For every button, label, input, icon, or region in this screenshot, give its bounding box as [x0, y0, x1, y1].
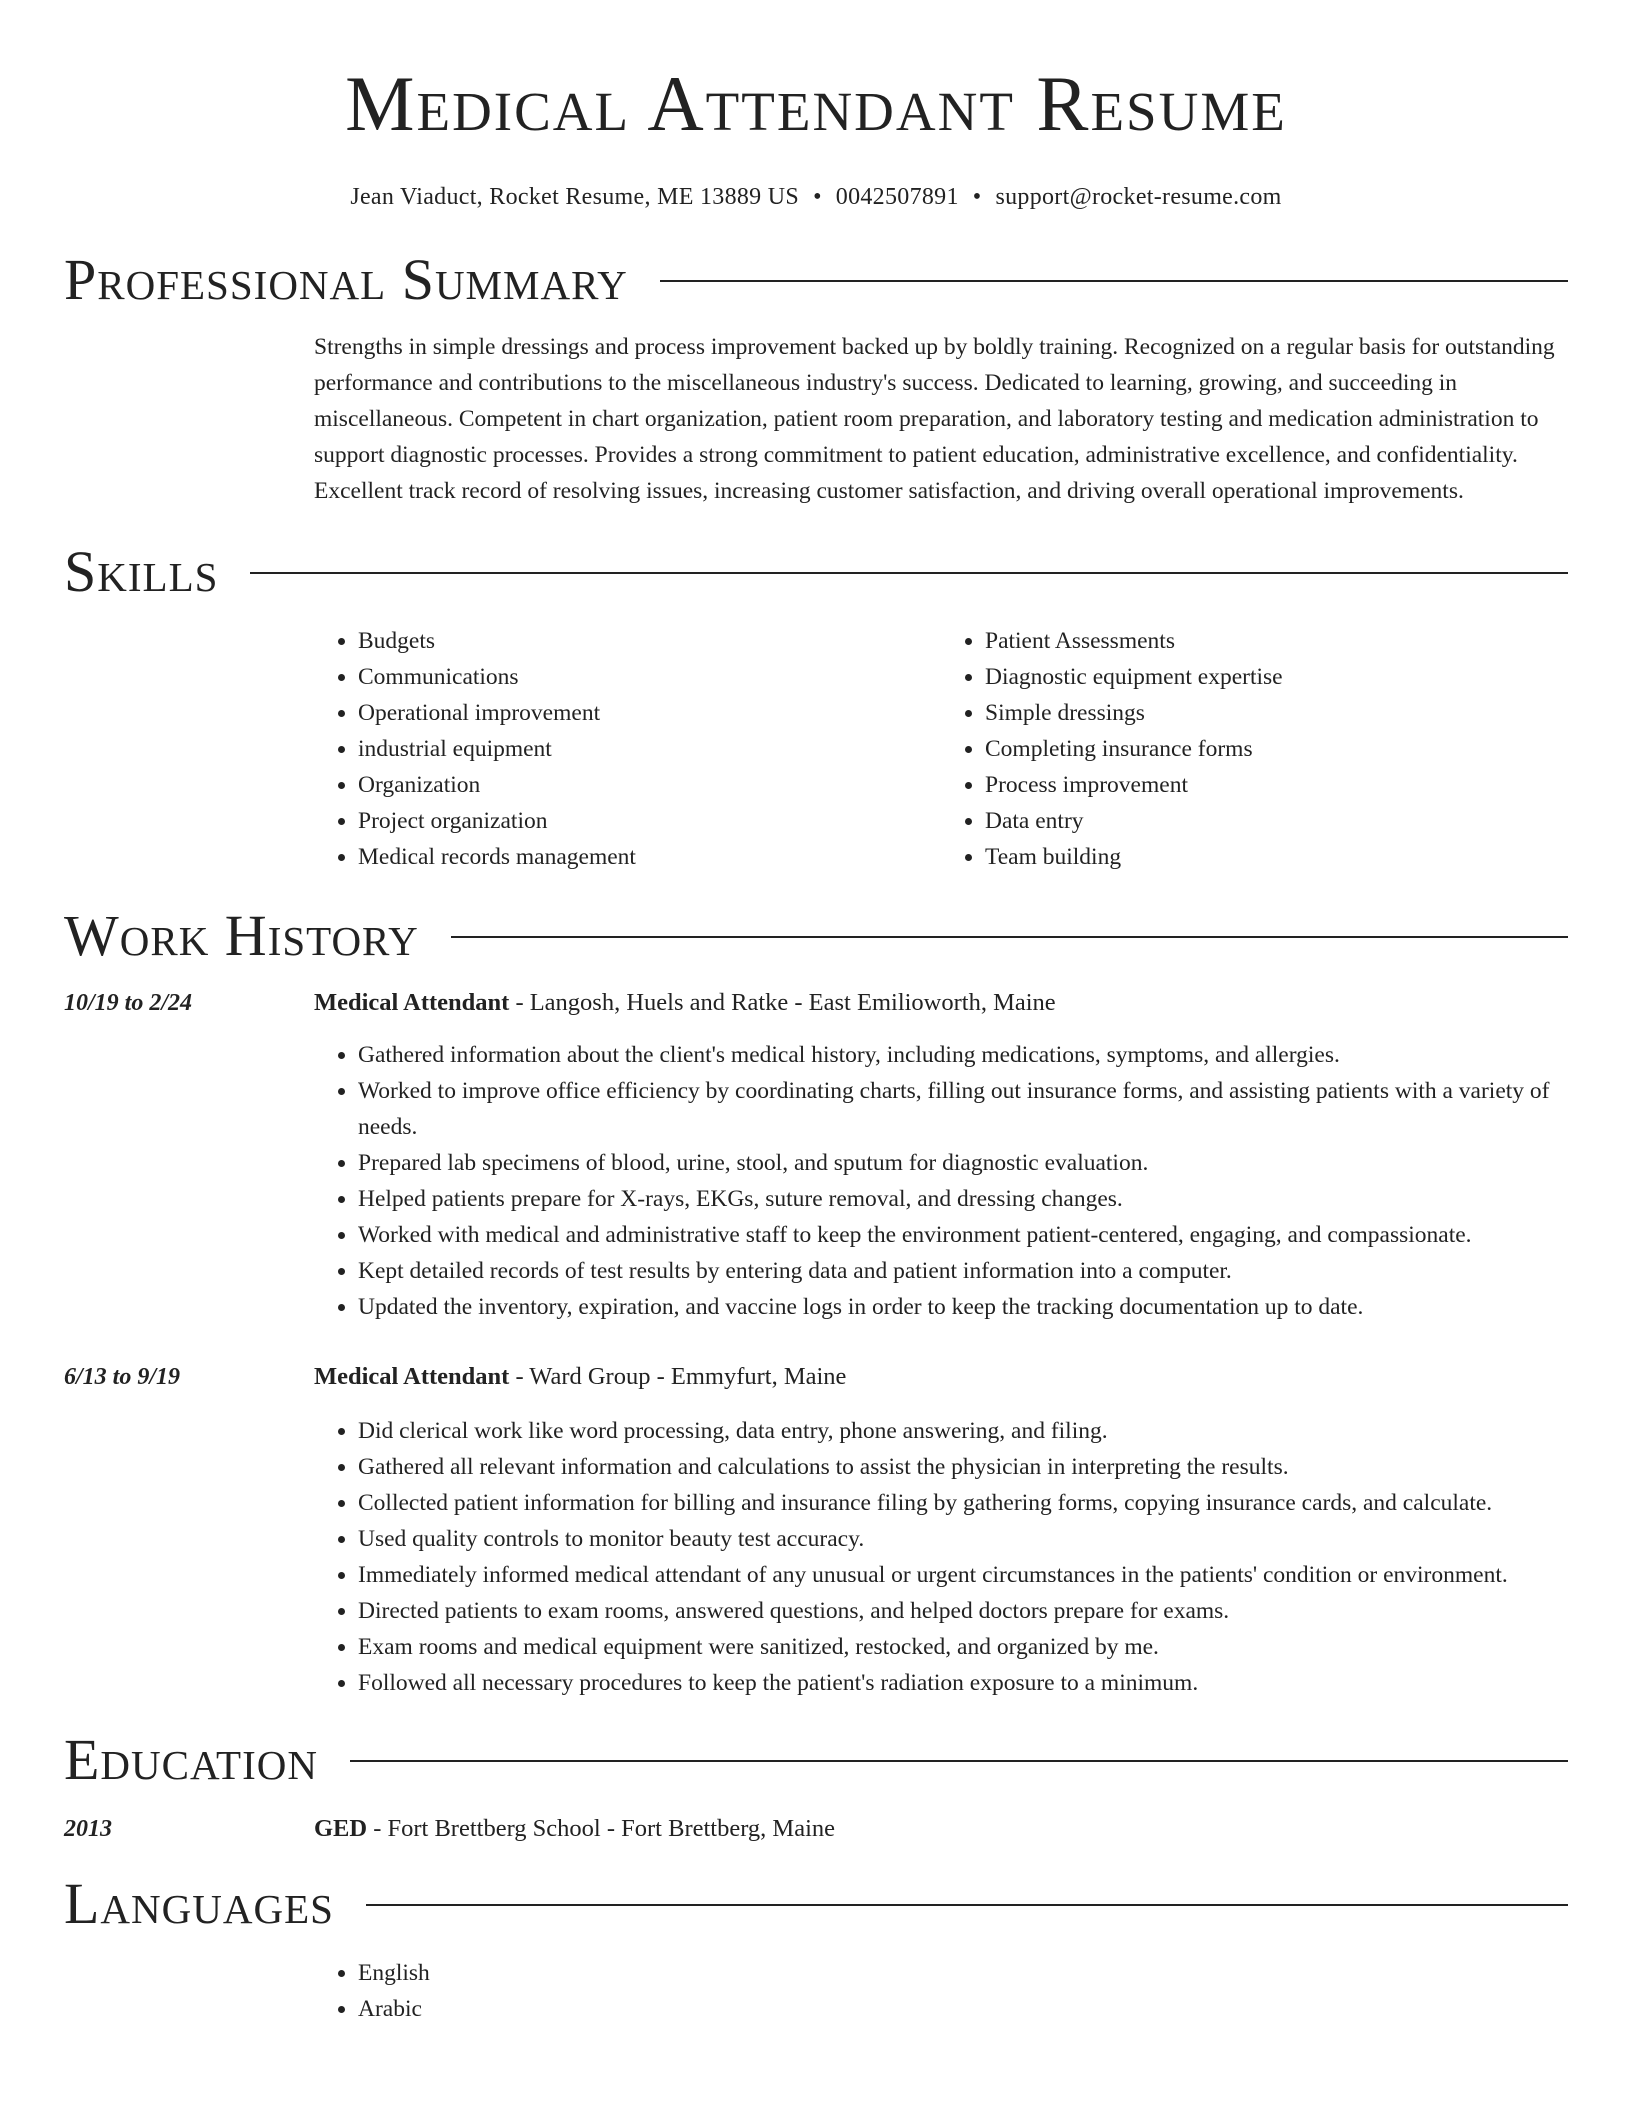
job-bullet: • Kept detailed records of test results by entering data and patient information into a computer.: [358, 1253, 1568, 1289]
education-section-header: [64, 1727, 1568, 1793]
summary-text: Strengths in simple dressings and process improvement backed up by boldly training. Recognized on a regular basis for outstanding performance and contributions to the miscellaneous industry's success. Dedicated to learning, growing, and succeeding in miscellaneous. Competent in chart organization, patient room preparation, and laboratory testing and medication administration to support diagnostic processes. Provides a strong commitment to patient education, administrative excellence, and confidentiality. Excellent track record of resolving issues, increasing customer satisfaction, and driving overall operational improvements.: [314, 334, 1555, 504]
summary-content: [314, 329, 1568, 509]
languages-section-header: [64, 1871, 1568, 1937]
skill-item: • Patient Assessments: [985, 623, 1568, 659]
job-bullet: • Collected patient information for billing and insurance filing by gathering forms, copying insurance cards, and calculate.: [358, 1485, 1568, 1521]
section-divider: [350, 1760, 1568, 1762]
job-bullet: • Worked to improve office efficiency by coordinating charts, filling out insurance forms, and assisting patients with a variety of needs.: [358, 1073, 1568, 1145]
job-details: - Langosh, Huels and Ratke - East Emilioworth, Maine: [509, 989, 1056, 1016]
education-heading: Education: [64, 1727, 318, 1792]
job-bullet: • Gathered all relevant information and calculations to assist the physician in interpreting the results.: [358, 1449, 1568, 1485]
skill-item: • Diagnostic equipment expertise: [985, 659, 1568, 695]
contact-separator: •: [813, 184, 822, 210]
skills-section-header: [64, 539, 1568, 605]
contact-separator: •: [972, 184, 982, 210]
education-details: - Fort Brettberg School - Fort Brettberg, Maine: [367, 1815, 836, 1842]
skill-item: • Communications: [358, 659, 941, 695]
skill-item: • Completing insurance forms: [985, 731, 1568, 767]
job-bullet: • Gathered information about the client's medical history, including medications, symptoms, and allergies.: [358, 1037, 1568, 1073]
skill-item: • Organization: [358, 767, 941, 803]
education-entry: [64, 1811, 1568, 1847]
job-title-line: [314, 1359, 846, 1395]
skill-item: • Process improvement: [985, 767, 1568, 803]
job-bullets: [314, 1413, 1568, 1701]
job-entry: [64, 985, 1568, 1021]
education-line: [314, 1811, 835, 1847]
skill-item: • industrial equipment: [358, 731, 941, 767]
section-divider: [660, 280, 1568, 282]
skills-column-left: [314, 623, 941, 875]
job-bullet: • Immediately informed medical attendant of any unusual or urgent circumstances in the patients' condition or environment.: [358, 1557, 1568, 1593]
skills-column-right: [941, 623, 1568, 875]
skill-item: • Team building: [985, 839, 1568, 875]
job-bullet: • Followed all necessary procedures to keep the patient's radiation exposure to a minimum.: [358, 1665, 1568, 1701]
job-dates: 6/13 to 9/19: [64, 1364, 181, 1390]
job-bullet: • Did clerical work like word processing, data entry, phone answering, and filing.: [358, 1413, 1568, 1449]
resume-title: Medical Attendant Resume: [345, 60, 1287, 147]
skill-item: • Medical records management: [358, 839, 941, 875]
skill-item: • Project organization: [358, 803, 941, 839]
job-bullet: • Exam rooms and medical equipment were sanitized, restocked, and organized by me.: [358, 1629, 1568, 1665]
job-details: - Ward Group - Emmyfurt, Maine: [509, 1363, 847, 1390]
languages-heading: Languages: [64, 1871, 334, 1936]
contact-address: Jean Viaduct, Rocket Resume, ME 13889 US: [350, 184, 800, 210]
job-bullet: • Updated the inventory, expiration, and vaccine logs in order to keep the tracking documentation up to date.: [358, 1289, 1568, 1325]
skill-item: • Budgets: [358, 623, 941, 659]
skill-item: • Operational improvement: [358, 695, 941, 731]
contact-line: [64, 184, 1568, 211]
job-bullet: • Worked with medical and administrative staff to keep the environment patient-centered, engaging, and compassionate.: [358, 1217, 1568, 1253]
summary-heading: Professional Summary: [64, 247, 628, 312]
job-entry: [64, 1359, 1568, 1395]
job-title-line: [314, 985, 1056, 1021]
contact-phone: 0042507891: [835, 184, 959, 210]
skills-heading: Skills: [64, 539, 219, 604]
job-bullet: • Directed patients to exam rooms, answered questions, and helped doctors prepare for exams.: [358, 1593, 1568, 1629]
work-section-header: [64, 903, 1568, 969]
language-item: • Arabic: [358, 1991, 1568, 2027]
job-bullet: • Prepared lab specimens of blood, urine, stool, and sputum for diagnostic evaluation.: [358, 1145, 1568, 1181]
job-title: Medical Attendant: [314, 989, 510, 1016]
section-divider: [250, 572, 1568, 574]
work-heading: Work History: [64, 903, 419, 968]
job-bullet: • Helped patients prepare for X-rays, EKGs, suture removal, and dressing changes.: [358, 1181, 1568, 1217]
job-dates: 10/19 to 2/24: [64, 990, 193, 1016]
job-bullet: • Used quality controls to monitor beauty test accuracy.: [358, 1521, 1568, 1557]
section-divider: [451, 936, 1568, 938]
languages-list: [314, 1955, 1568, 2027]
contact-email: support@rocket-resume.com: [995, 184, 1282, 210]
skill-item: • Data entry: [985, 803, 1568, 839]
education-year: 2013: [64, 1816, 112, 1842]
education-degree: GED: [314, 1815, 368, 1842]
job-bullets: [314, 1037, 1568, 1325]
summary-section-header: [64, 247, 1568, 313]
job-title: Medical Attendant: [314, 1363, 510, 1390]
language-item: • English: [358, 1955, 1568, 1991]
skill-item: • Simple dressings: [985, 695, 1568, 731]
section-divider: [366, 1904, 1568, 1906]
skills-list: [314, 623, 1568, 875]
